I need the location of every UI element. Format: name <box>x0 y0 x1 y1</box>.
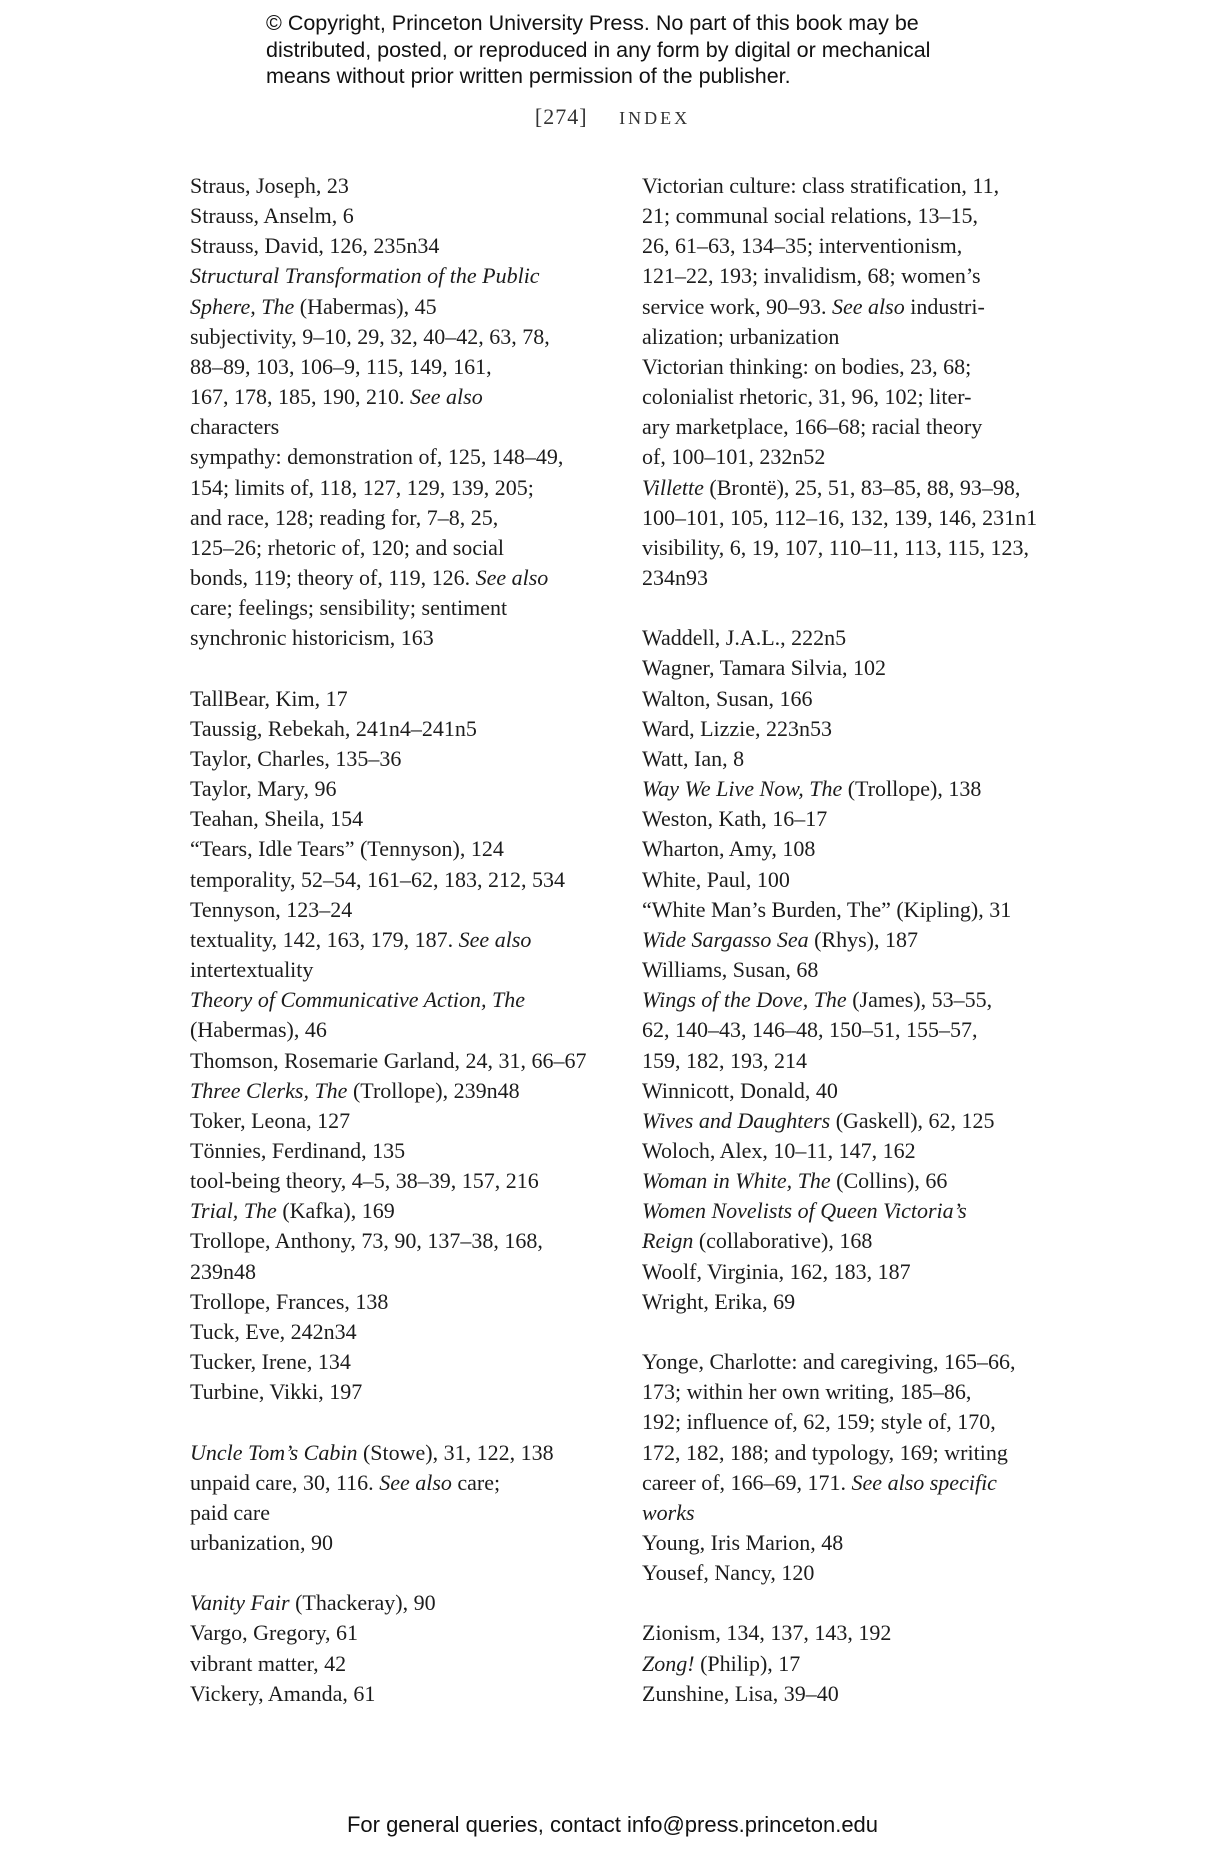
entry-text: White, Paul, 100 <box>642 866 790 892</box>
letter-group-gap <box>642 593 1072 623</box>
entry-text: Tönnies, Ferdinand, 135 <box>190 1137 406 1163</box>
entry-text: Weston, Kath, 16–17 <box>642 806 828 832</box>
entry-text: Tucker, Irene, 134 <box>190 1349 351 1375</box>
index-entry <box>642 714 1072 744</box>
entry-text: (Collins), 66 <box>830 1168 948 1194</box>
index-entry-line <box>642 653 1072 683</box>
letter-group-gap <box>190 654 620 684</box>
index-entry-line <box>642 774 1072 804</box>
index-entry-line <box>190 774 620 804</box>
entry-text: (Rhys), 187 <box>808 926 919 952</box>
entry-text: (Gaskell), 62, 125 <box>830 1107 995 1133</box>
entry-text: service work, 90–93. <box>642 293 833 319</box>
index-entry-line <box>642 1407 1072 1437</box>
index-entry <box>190 201 620 231</box>
index-entry-line <box>642 1468 1072 1498</box>
index-entry-line <box>190 925 620 955</box>
index-entry <box>642 985 1072 1075</box>
index-entry-line <box>642 1136 1072 1166</box>
entry-text: 88–89, 103, 106–9, 115, 149, 161, <box>190 353 492 379</box>
index-entry-line <box>642 231 1072 261</box>
index-entry <box>642 1679 1072 1709</box>
entry-text: (Habermas), 45 <box>294 293 437 319</box>
index-entry-line <box>642 1618 1072 1648</box>
index-entry <box>190 804 620 834</box>
index-entry <box>190 1438 620 1468</box>
index-entry <box>642 1287 1072 1317</box>
italic-text: See also <box>475 565 549 591</box>
italic-text: See also <box>410 384 483 410</box>
index-entry-line <box>190 744 620 774</box>
italic-text: Theory of Communicative Action, The <box>190 987 526 1013</box>
index-entry-line <box>642 292 1072 322</box>
italic-text: Villette <box>642 474 704 500</box>
index-entry-line <box>190 1377 620 1407</box>
index-entry <box>642 653 1072 683</box>
index-entry <box>190 1347 620 1377</box>
entry-text: 234n93 <box>642 565 708 591</box>
italic-text: See also <box>832 293 905 319</box>
entry-text: Zionism, 134, 137, 143, 192 <box>642 1620 892 1646</box>
letter-group-gap <box>642 1317 1072 1347</box>
index-entry <box>642 473 1072 533</box>
index-entry-line <box>642 865 1072 895</box>
italic-text: Reign <box>642 1228 694 1254</box>
entry-text: and race, 128; reading for, 7–8, 25, <box>190 504 499 530</box>
entry-text: Yousef, Nancy, 120 <box>642 1560 815 1586</box>
index-entry-line <box>642 744 1072 774</box>
entry-text: (Habermas), 46 <box>190 1017 327 1043</box>
italic-text: Trial, The <box>190 1198 277 1224</box>
index-entry <box>190 623 620 653</box>
entry-text: Wright, Erika, 69 <box>642 1288 796 1314</box>
index-entry <box>190 744 620 774</box>
index-entry-line <box>642 804 1072 834</box>
entry-text: (collaborative), 168 <box>693 1228 873 1254</box>
entry-text: Woolf, Virginia, 162, 183, 187 <box>642 1258 911 1284</box>
entry-text: (Trollope), 138 <box>842 776 982 802</box>
entry-text: Taylor, Mary, 96 <box>190 776 337 802</box>
index-entry-line <box>190 955 620 985</box>
index-entry-line <box>190 322 620 352</box>
entry-text: unpaid care, 30, 116. <box>190 1469 380 1495</box>
index-entry-line <box>190 1679 620 1709</box>
entry-text: Tuck, Eve, 242n34 <box>190 1318 357 1344</box>
index-entry <box>190 1468 620 1528</box>
index-entry <box>190 261 620 321</box>
entry-text: 125–26; rhetoric of, 120; and social <box>190 534 505 560</box>
index-entry-line <box>642 623 1072 653</box>
index-entry-line <box>642 1558 1072 1588</box>
entry-text: ary marketplace, 166–68; racial theory <box>642 414 983 440</box>
entry-text: 154; limits of, 118, 127, 129, 139, 205; <box>190 474 534 500</box>
entry-text: intertextuality <box>190 957 314 983</box>
index-entry <box>190 925 620 985</box>
page-number: [274] <box>534 104 588 129</box>
entry-text: 26, 61–63, 134–35; interventionism, <box>642 233 963 259</box>
index-entry-line <box>642 1015 1072 1045</box>
index-entry-line <box>190 714 620 744</box>
index-entry-line <box>190 1106 620 1136</box>
index-entry <box>642 834 1072 864</box>
entry-text: Turbine, Vikki, 197 <box>190 1379 363 1405</box>
italic-text: Zong! <box>642 1650 695 1676</box>
index-entry-line <box>190 1438 620 1468</box>
entry-text: tool-being theory, 4–5, 38–39, 157, 216 <box>190 1168 539 1194</box>
index-entry-line <box>642 1287 1072 1317</box>
index-entry-line <box>190 503 620 533</box>
index-entry-line <box>190 593 620 623</box>
index-entry <box>642 533 1072 593</box>
entry-text: characters <box>190 414 280 440</box>
entry-text: textuality, 142, 163, 179, 187. <box>190 926 459 952</box>
index-entry-line <box>190 473 620 503</box>
index-entry-line <box>190 1649 620 1679</box>
italic-text: Wings of the Dove, The <box>642 987 847 1013</box>
index-entry-line <box>642 382 1072 412</box>
index-entry <box>190 1076 620 1106</box>
index-entry-line <box>190 1136 620 1166</box>
index-entry-line <box>642 834 1072 864</box>
index-entry <box>642 895 1072 925</box>
index-entry-line <box>642 1377 1072 1407</box>
entry-text: 21; communal social relations, 13–15, <box>642 203 979 229</box>
index-entry-line <box>190 382 620 412</box>
entry-text: alization; urbanization <box>642 323 840 349</box>
index-entry <box>642 1649 1072 1679</box>
entry-text: sympathy: demonstration of, 125, 148–49, <box>190 444 564 470</box>
entry-text: temporality, 52–54, 161–62, 183, 212, 534 <box>190 866 565 892</box>
index-entry-line <box>642 1196 1072 1226</box>
index-entry-line <box>190 1528 620 1558</box>
index-entry-line <box>190 171 620 201</box>
index-entry <box>190 1106 620 1136</box>
entry-text: (Trollope), 239n48 <box>347 1077 520 1103</box>
index-entry-line <box>190 352 620 382</box>
entry-text: 173; within her own writing, 185–86, <box>642 1379 972 1405</box>
entry-text: Tennyson, 123–24 <box>190 896 353 922</box>
italic-text: Way We Live Now, The <box>642 776 843 802</box>
running-head <box>0 104 1225 130</box>
index-entry <box>190 322 620 443</box>
index-entry <box>190 1287 620 1317</box>
entry-text: visibility, 6, 19, 107, 110–11, 113, 115, 123, <box>642 534 1030 560</box>
index-entry-line <box>642 322 1072 352</box>
index-entry <box>642 1196 1072 1256</box>
index-entry <box>190 985 620 1045</box>
entry-text: Victorian culture: class stratification, 11, <box>642 173 1000 198</box>
italic-text: Sphere, The <box>190 293 295 319</box>
index-entry-line <box>190 1618 620 1648</box>
entry-text: care; feelings; sensibility; sentiment <box>190 595 508 621</box>
entry-text: Teahan, Sheila, 154 <box>190 806 364 832</box>
index-entry-line <box>642 352 1072 382</box>
index-entry <box>190 1046 620 1076</box>
entry-text: Strauss, Anselm, 6 <box>190 203 354 229</box>
index-entry-line <box>190 231 620 261</box>
entry-text: Thomson, Rosemarie Garland, 24, 31, 66–67 <box>190 1047 587 1073</box>
index-entry <box>642 684 1072 714</box>
index-entry <box>190 1136 620 1166</box>
index-entry-line <box>642 714 1072 744</box>
entry-text: Toker, Leona, 127 <box>190 1107 351 1133</box>
entry-text: Trollope, Frances, 138 <box>190 1288 389 1314</box>
index-entry <box>642 623 1072 653</box>
entry-text: Straus, Joseph, 23 <box>190 173 349 198</box>
index-entry-line <box>190 1317 620 1347</box>
entry-text: Waddell, J.A.L., 222n5 <box>642 625 847 651</box>
entry-text: “White Man’s Burden, The” (Kipling), 31 <box>642 896 1012 922</box>
entry-text: urbanization, 90 <box>190 1530 333 1555</box>
index-entry-line <box>190 1226 620 1256</box>
entry-text: (James), 53–55, <box>846 987 993 1013</box>
index-entry <box>642 1076 1072 1106</box>
entry-text: Zunshine, Lisa, 39–40 <box>642 1680 839 1706</box>
index-entry-line <box>642 171 1072 201</box>
index-entry-line <box>642 1649 1072 1679</box>
index-entry-line <box>642 1498 1072 1528</box>
italic-text: See also specific <box>851 1469 997 1495</box>
index-entry-line <box>190 834 620 864</box>
index-entry <box>642 1166 1072 1196</box>
index-entry <box>642 865 1072 895</box>
index-entry-line <box>642 503 1072 533</box>
entry-text: (Kafka), 169 <box>276 1198 395 1224</box>
index-entry-line <box>642 1528 1072 1558</box>
index-column-right <box>642 171 1072 1709</box>
index-entry <box>642 171 1072 352</box>
index-entry <box>190 442 620 623</box>
index-entry-line <box>190 623 620 653</box>
index-entry-line <box>642 1076 1072 1106</box>
index-entry <box>190 1679 620 1709</box>
index-entry-line <box>642 684 1072 714</box>
entry-text: 239n48 <box>190 1258 256 1284</box>
index-entry-line <box>642 925 1072 955</box>
entry-text: care; <box>451 1469 501 1495</box>
entry-text: Williams, Susan, 68 <box>642 957 819 983</box>
index-entry-line <box>190 1287 620 1317</box>
index-entry <box>642 1136 1072 1166</box>
index-entry-line <box>190 442 620 472</box>
entry-text: (Brontë), 25, 51, 83–85, 88, 93–98, <box>703 474 1021 500</box>
index-entry <box>642 925 1072 955</box>
index-entry <box>190 1649 620 1679</box>
italic-text: Structural Transformation of the Public <box>190 263 540 289</box>
index-entry <box>190 1528 620 1558</box>
index-entry <box>190 895 620 925</box>
index-entry-line <box>642 261 1072 291</box>
index-entry <box>642 955 1072 985</box>
entry-text: Strauss, David, 126, 235n34 <box>190 233 440 259</box>
entry-text: colonialist rhetoric, 31, 96, 102; liter- <box>642 384 972 410</box>
entry-text: 172, 182, 188; and typology, 169; writing <box>642 1439 1008 1465</box>
index-entry <box>190 1317 620 1347</box>
entry-text: TallBear, Kim, 17 <box>190 685 348 711</box>
entry-text: Wagner, Tamara Silvia, 102 <box>642 655 887 681</box>
entry-text: Walton, Susan, 166 <box>642 685 813 711</box>
index-entry <box>190 1226 620 1286</box>
index-entry <box>190 834 620 864</box>
index-entry <box>190 774 620 804</box>
italic-text: works <box>642 1499 695 1525</box>
italic-text: Wide Sargasso Sea <box>642 926 809 952</box>
entry-text: Victorian thinking: on bodies, 23, 68; <box>642 353 972 379</box>
entry-text: Winnicott, Donald, 40 <box>642 1077 838 1103</box>
index-entry-line <box>190 1166 620 1196</box>
entry-text: (Thackeray), 90 <box>289 1590 436 1616</box>
entry-text: 167, 178, 185, 190, 210. <box>190 384 410 410</box>
index-entry-line <box>642 1166 1072 1196</box>
index-entry <box>190 1166 620 1196</box>
entry-text: industri- <box>904 293 985 319</box>
entry-text: Wharton, Amy, 108 <box>642 836 816 862</box>
index-entry-line <box>190 895 620 925</box>
index-entry <box>642 804 1072 834</box>
entry-text: career of, 166–69, 171. <box>642 1469 852 1495</box>
copyright-line: means without prior written permission of the publisher. <box>266 64 791 88</box>
index-entry-line <box>642 1257 1072 1287</box>
entry-text: Woloch, Alex, 10–11, 147, 162 <box>642 1137 916 1163</box>
index-entry <box>190 1196 620 1226</box>
index-entry <box>190 171 620 201</box>
entry-text: subjectivity, 9–10, 29, 32, 40–42, 63, 78, <box>190 323 550 349</box>
italic-text: Wives and Daughters <box>642 1107 831 1133</box>
index-column-left <box>190 171 620 1709</box>
italic-text: Woman in White, The <box>642 1168 831 1194</box>
index-entry <box>190 1588 620 1618</box>
letter-group-gap <box>642 1588 1072 1618</box>
index-entry-line <box>190 563 620 593</box>
index-entry-line <box>642 1438 1072 1468</box>
entry-text: Vickery, Amanda, 61 <box>190 1680 376 1706</box>
index-entry-line <box>642 955 1072 985</box>
copyright-line: © Copyright, Princeton University Press. No part of this book may be <box>266 11 919 35</box>
italic-text: Uncle Tom’s Cabin <box>190 1439 358 1465</box>
index-entry-line <box>642 563 1072 593</box>
entry-text: Taylor, Charles, 135–36 <box>190 745 402 771</box>
index-entry <box>642 1618 1072 1648</box>
index-entry-line <box>642 1106 1072 1136</box>
index-entry-line <box>190 412 620 442</box>
entry-text: 100–101, 105, 112–16, 132, 139, 146, 231n1 <box>642 504 1038 530</box>
index-entry-line <box>190 1347 620 1377</box>
entry-text: 121–22, 193; invalidism, 68; women’s <box>642 263 981 289</box>
entry-text: Yonge, Charlotte: and caregiving, 165–66, <box>642 1349 1016 1375</box>
index-entry <box>642 1106 1072 1136</box>
index-entry-line <box>190 201 620 231</box>
index-entry-line <box>190 804 620 834</box>
entry-text: Young, Iris Marion, 48 <box>642 1530 844 1555</box>
index-entry <box>642 352 1072 473</box>
index-entry-line <box>642 412 1072 442</box>
index-entry <box>642 1558 1072 1588</box>
index-entry-line <box>642 1347 1072 1377</box>
index-entry-line <box>190 292 620 322</box>
contact-footer: For general queries, contact info@press.princeton.edu <box>346 1812 879 1837</box>
index-entry <box>190 1618 620 1648</box>
entry-text: synchronic historicism, 163 <box>190 625 434 651</box>
index-entry <box>190 1377 620 1407</box>
index-entry-line <box>190 985 620 1015</box>
index-entry-line <box>190 1196 620 1226</box>
index-entry-line <box>642 1226 1072 1256</box>
index-entry <box>642 1347 1072 1528</box>
italic-text: See also <box>458 926 532 952</box>
index-entry-line <box>190 865 620 895</box>
italic-text: Vanity Fair <box>190 1590 290 1616</box>
entry-text: paid care <box>190 1499 270 1525</box>
entry-text: (Philip), 17 <box>694 1650 801 1676</box>
index-entry <box>642 744 1072 774</box>
letter-group-gap <box>190 1558 620 1588</box>
entry-text: bonds, 119; theory of, 119, 126. <box>190 565 476 591</box>
italic-text: Three Clerks, The <box>190 1077 348 1103</box>
index-entry <box>642 1528 1072 1558</box>
index-entry-line <box>642 895 1072 925</box>
entry-text: “Tears, Idle Tears” (Tennyson), 124 <box>190 836 504 862</box>
letter-group-gap <box>190 1407 620 1437</box>
index-entry-line <box>190 533 620 563</box>
index-entry-line <box>190 1257 620 1287</box>
index-entry-line <box>642 533 1072 563</box>
index-entry-line <box>642 985 1072 1015</box>
entry-text: Watt, Ian, 8 <box>642 745 745 771</box>
index-entry <box>642 774 1072 804</box>
entry-text: 192; influence of, 62, 159; style of, 170, <box>642 1409 996 1435</box>
index-entry <box>190 684 620 714</box>
index-entry <box>642 1257 1072 1287</box>
index-entry <box>190 714 620 744</box>
copyright-notice <box>266 10 1026 90</box>
index-entry-line <box>642 442 1072 472</box>
section-title: INDEX <box>619 108 691 128</box>
index-entry-line <box>190 1015 620 1045</box>
copyright-line: distributed, posted, or reproduced in any form by digital or mechanical <box>266 37 931 62</box>
entry-text: 159, 182, 193, 214 <box>642 1047 807 1073</box>
italic-text: Women Novelists of Queen Victoria’s <box>642 1198 967 1224</box>
entry-text: of, 100–101, 232n52 <box>642 444 826 470</box>
italic-text: See also <box>379 1469 452 1495</box>
entry-text: Trollope, Anthony, 73, 90, 137–38, 168, <box>190 1228 543 1254</box>
index-entry-line <box>190 1076 620 1106</box>
index-entry-line <box>642 201 1072 231</box>
index-entry-line <box>642 473 1072 503</box>
index-entry-line <box>190 1046 620 1076</box>
index-entry-line <box>190 1498 620 1528</box>
entry-text: Taussig, Rebekah, 241n4–241n5 <box>190 715 477 741</box>
index-entry-line <box>642 1679 1072 1709</box>
index-entry-line <box>190 684 620 714</box>
index-entry <box>190 865 620 895</box>
entry-text: (Stowe), 31, 122, 138 <box>357 1439 554 1465</box>
index-entry-line <box>190 1588 620 1618</box>
entry-text: vibrant matter, 42 <box>190 1650 347 1676</box>
entry-text: 62, 140–43, 146–48, 150–51, 155–57, <box>642 1017 978 1043</box>
entry-text: Ward, Lizzie, 223n53 <box>642 715 833 741</box>
index-entry-line <box>190 261 620 291</box>
index-entry-line <box>190 1468 620 1498</box>
index-entry <box>190 231 620 261</box>
entry-text: Vargo, Gregory, 61 <box>190 1620 359 1646</box>
index-entry-line <box>642 1046 1072 1076</box>
